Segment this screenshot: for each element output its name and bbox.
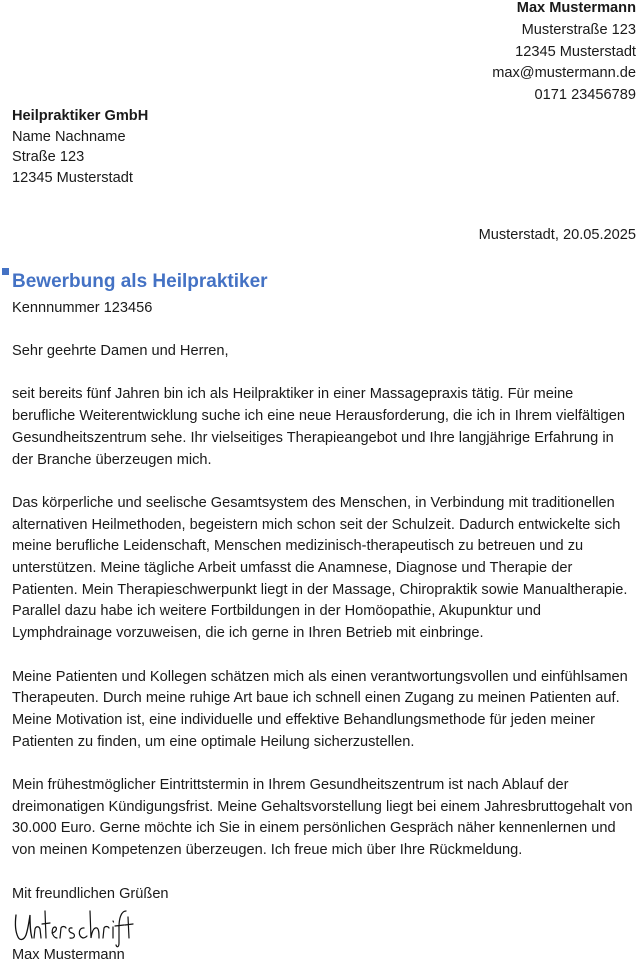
signer-name: Max Mustermann xyxy=(12,947,125,963)
sender-city: 12345 Musterstadt xyxy=(515,43,636,60)
letter-body xyxy=(12,341,634,927)
letter-subject: Bewerbung als Heilpraktiker xyxy=(12,271,268,292)
paragraph-2: Das körperliche und seelische Gesamtsystem des Menschen, in Verbindung mit traditionellen alternativen Heilmethoden, begeistern mich schon seit der Schulzeit. Dadurch entwickelte sich meine berufliche Leidenschaft, Menschen medizinisch-therapeutisch zu betreuen und zu unterstützen. Meine tägliche Arbeit umfasst die Anamnese, Diagnose und Therapie der Patienten. Mein Therapieschwerpunkt liegt in der Massage, Chiropraktik sowie Manualtherapie. Parallel dazu habe ich weitere Fortbildungen in der Homöopathie, Akupunktur und Lymphdrainage vorzuweisen, die ich gerne in Ihren Betrieb mit einbringe. xyxy=(12,494,628,642)
salutation: Sehr geehrte Damen und Herren, xyxy=(12,343,229,359)
sender-email: max@mustermann.de xyxy=(492,65,636,82)
recipient-street: Straße 123 xyxy=(12,149,85,165)
sender-phone: 0171 23456789 xyxy=(534,87,636,104)
letter-date: Musterstadt, 20.05.2025 xyxy=(478,227,636,243)
recipient-block xyxy=(12,106,148,188)
reference-number: Kennnummer 123456 xyxy=(12,300,153,316)
sender-block xyxy=(492,0,636,107)
handwritten-signature xyxy=(10,905,135,949)
paragraph-3: Meine Patienten und Kollegen schätzen mich als einen verantwortungsvollen und einfühlsamen Therapeuten. Durch meine ruhige Art baue ich schnell einen Zugang zu meinen Patienten auf. Meine Motivation ist, eine individuelle und effektive Behandlungsmethode für jeden meiner Patienten zu finden, um eine optimale Heilung sicherzustellen. xyxy=(12,668,628,750)
sender-street: Musterstraße 123 xyxy=(521,21,636,38)
subject-marker xyxy=(2,268,9,275)
paragraph-1: seit bereits fünf Jahren bin ich als Heilpraktiker in einer Massagepraxis tätig. Für meine berufliche Weiterentwicklung suche ich eine neue Herausforderung, die ich in Ihrem vielfältigen Gesundheitszentrum sehe. Ihr vielseitiges Therapieangebot und Ihre langjährige Erfahrung in der Branche überzeugen mich. xyxy=(12,386,626,468)
recipient-company: Heilpraktiker GmbH xyxy=(12,108,149,124)
recipient-contact: Name Nachname xyxy=(12,128,126,145)
paragraph-4: Mein frühestmöglicher Eintrittstermin in Ihrem Gesundheitszentrum ist nach Ablauf der dreimonatigen Kündigungsfrist. Meine Gehaltsvorstellung liegt bei einem Jahresbruttogehalt von 30.000 Euro. Gerne möchte ich Sie in einem persönlichen Gespräch näher kennenlernen und von meinen Kompetenzen überzeugen. Ich freue mich über Ihre Rückmeldung. xyxy=(12,777,633,859)
closing: Mit freundlichen Grüßen xyxy=(12,885,169,902)
recipient-city: 12345 Musterstadt xyxy=(12,169,133,186)
sender-name: Max Mustermann xyxy=(516,0,636,16)
